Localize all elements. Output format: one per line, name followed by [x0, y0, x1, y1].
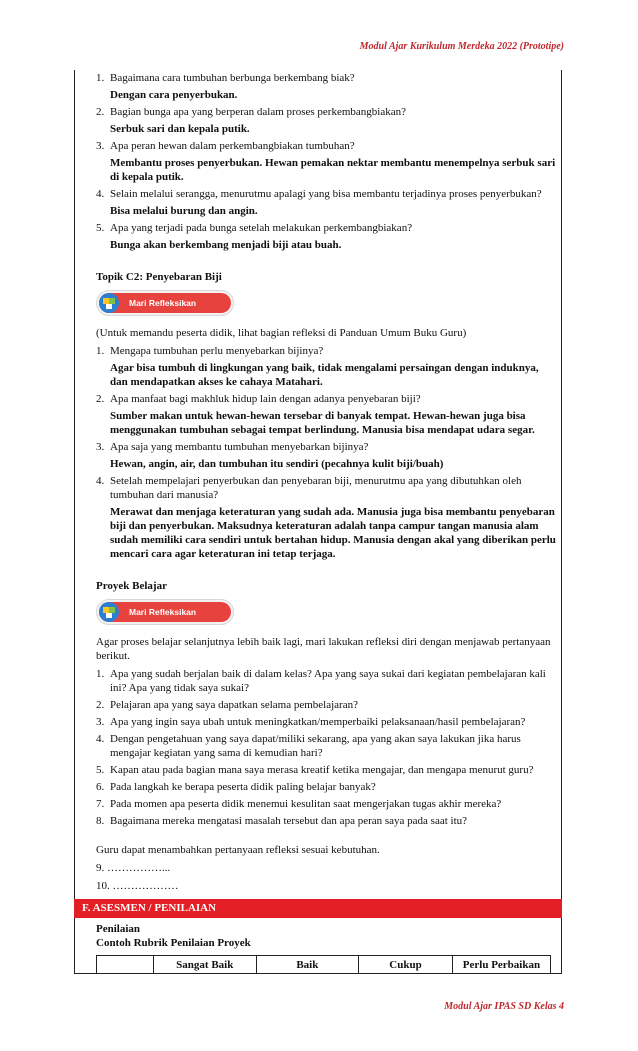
topic-c2-intro: (Untuk memandu peserta didik, lihat bagian refleksi di Panduan Umum Buku Guru) — [96, 327, 467, 339]
mari-refleksikan-button[interactable] — [96, 599, 234, 625]
page-footer: Modul Ajar IPAS SD Kelas 4 — [444, 1001, 564, 1012]
spacer — [96, 831, 556, 843]
main-content — [96, 71, 556, 893]
list-item: 8. Bagaimana mereka mengatasi masalah tersebut dan apa peran saya pada saat itu? — [96, 815, 468, 827]
rubric-title: Contoh Rubrik Penilaian Proyek — [96, 937, 251, 949]
proyek-intro: Agar proses belajar selanjutnya lebih baik lagi, mari lakukan refleksi diri dengan menjawab pertanyaan berikut. — [96, 636, 551, 662]
question-list-c1 — [96, 71, 556, 252]
page-header: Modul Ajar Kurikulum Merdeka 2022 (Prototipe) — [359, 41, 564, 52]
button-label: Mari Refleksikan — [129, 298, 197, 308]
proyek-note: Guru dapat menambahkan pertanyaan refleksi sesuai kebutuhan. — [96, 844, 380, 856]
proyek-title: Proyek Belajar — [96, 580, 167, 592]
list-item: 7. Pada momen apa peserta didik menemui kesulitan saat mengerjakan tugas akhir mereka? — [96, 798, 502, 810]
list-item: 5. Kapan atau pada bagian mana saya merasa kreatif ketika mengajar, dan mengapa menurut guru? — [96, 764, 534, 776]
table-row — [97, 956, 551, 974]
list-item: 4. Setelah mempelajari penyerbukan dan penyebaran biji, menurutmu apa yang dibutuhkan oleh tumbuhan dari manusia? Merawat dan menjaga keteraturan yang sudah ada. Manusia juga bisa membantu penyebaran biji dan penyerbukan. Maksudnya keteraturan adalah tanpa campur tangan manusia alam sudah memiliki cara sendiri untuk bertahan hidup. Manusia dengan akal yang diberikan perlu mencari cara agar keteraturan ini tetap terjaga. — [96, 475, 556, 560]
topic-c2-title: Topik C2: Penyebaran Biji — [96, 271, 222, 283]
list-item: 1. Bagaimana cara tumbuhan berbunga berkembang biak? Dengan cara penyerbukan. — [96, 72, 355, 101]
list-item: 6. Pada langkah ke berapa peserta didik paling belajar banyak? — [96, 781, 376, 793]
blank-item-9: 9. ……………... — [96, 862, 171, 874]
list-item: 1. Mengapa tumbuhan perlu menyebarkan bijinya? Agar bisa tumbuh di lingkungan yang baik, tidak mengalami persaingan dengan induknya, dan mendapatkan akses ke cahaya Matahari. — [96, 345, 539, 388]
penilaian-block — [96, 922, 251, 950]
penilaian-label: Penilaian — [96, 923, 141, 935]
list-item: 1. Apa yang sudah berjalan baik di dalam kelas? Apa yang saya sukai dari kegiatan pembelajaran kali ini? Apa yang tidak saya sukai? — [96, 668, 546, 694]
section-f-heading: F. ASESMEN / PENILAIAN — [74, 899, 562, 918]
list-item: 3. Apa saja yang membantu tumbuhan menyebarkan bijinya? Hewan, angin, air, dan tumbuhan itu sendiri (pecahnya kulit biji/buah) — [96, 441, 444, 470]
blank-item-10: 10. ……………… — [96, 880, 179, 892]
table-header-cell: Cukup — [359, 956, 453, 974]
table-header-cell: Perlu Perbaikan — [452, 956, 550, 974]
list-item: 2. Pelajaran apa yang saya dapatkan selama pembelajaran? — [96, 699, 358, 711]
table-header-cell: Baik — [256, 956, 358, 974]
lightbulb-puzzle-icon — [99, 293, 119, 313]
question-list-c2 — [96, 344, 556, 561]
mari-refleksikan-button[interactable] — [96, 290, 234, 316]
lightbulb-puzzle-icon-svg — [102, 605, 116, 619]
list-item: 3. Apa yang ingin saya ubah untuk meningkatkan/memperbaiki pelaksanaan/hasil pembelajaran? — [96, 716, 526, 728]
list-item: 3. Apa peran hewan dalam perkembangbiakan tumbuhan? Membantu proses penyerbukan. Hewan pemakan nektar membantu menempelnya serbuk sari di kepala putik. — [96, 140, 556, 183]
button-pill — [99, 602, 231, 622]
lightbulb-puzzle-icon — [99, 602, 119, 622]
button-pill — [99, 293, 231, 313]
question-list-proyek — [96, 667, 556, 828]
list-item: 5. Apa yang terjadi pada bunga setelah melakukan perkembangbiakan? Bunga akan berkembang menjadi biji atau buah. — [96, 222, 413, 251]
rubric-table — [96, 955, 551, 974]
list-item: 4. Selain melalui serangga, menurutmu apalagi yang bisa membantu terjadinya proses penyerbukan? Bisa melalui burung dan angin. — [96, 188, 542, 217]
list-item: 2. Apa manfaat bagi makhluk hidup lain dengan adanya penyebaran biji? Sumber makan untuk hewan-hewan tersebar di banyak tempat. Hewan-hewan juga bisa menggunakan tumbuhan sebagai tempat berlindung. Manusia bisa mendapat udara segar. — [96, 393, 535, 436]
button-label: Mari Refleksikan — [129, 607, 197, 617]
lightbulb-puzzle-icon-svg — [102, 296, 116, 310]
table-header-cell — [97, 956, 154, 974]
table-header-cell: Sangat Baik — [153, 956, 256, 974]
list-item: 4. Dengan pengetahuan yang saya dapat/miliki sekarang, apa yang akan saya lakukan jika harus mengajar kegiatan yang sama di kemudian hari? — [96, 733, 521, 759]
list-item: 2. Bagian bunga apa yang berperan dalam proses perkembangbiakan? Serbuk sari dan kepala putik. — [96, 106, 406, 135]
